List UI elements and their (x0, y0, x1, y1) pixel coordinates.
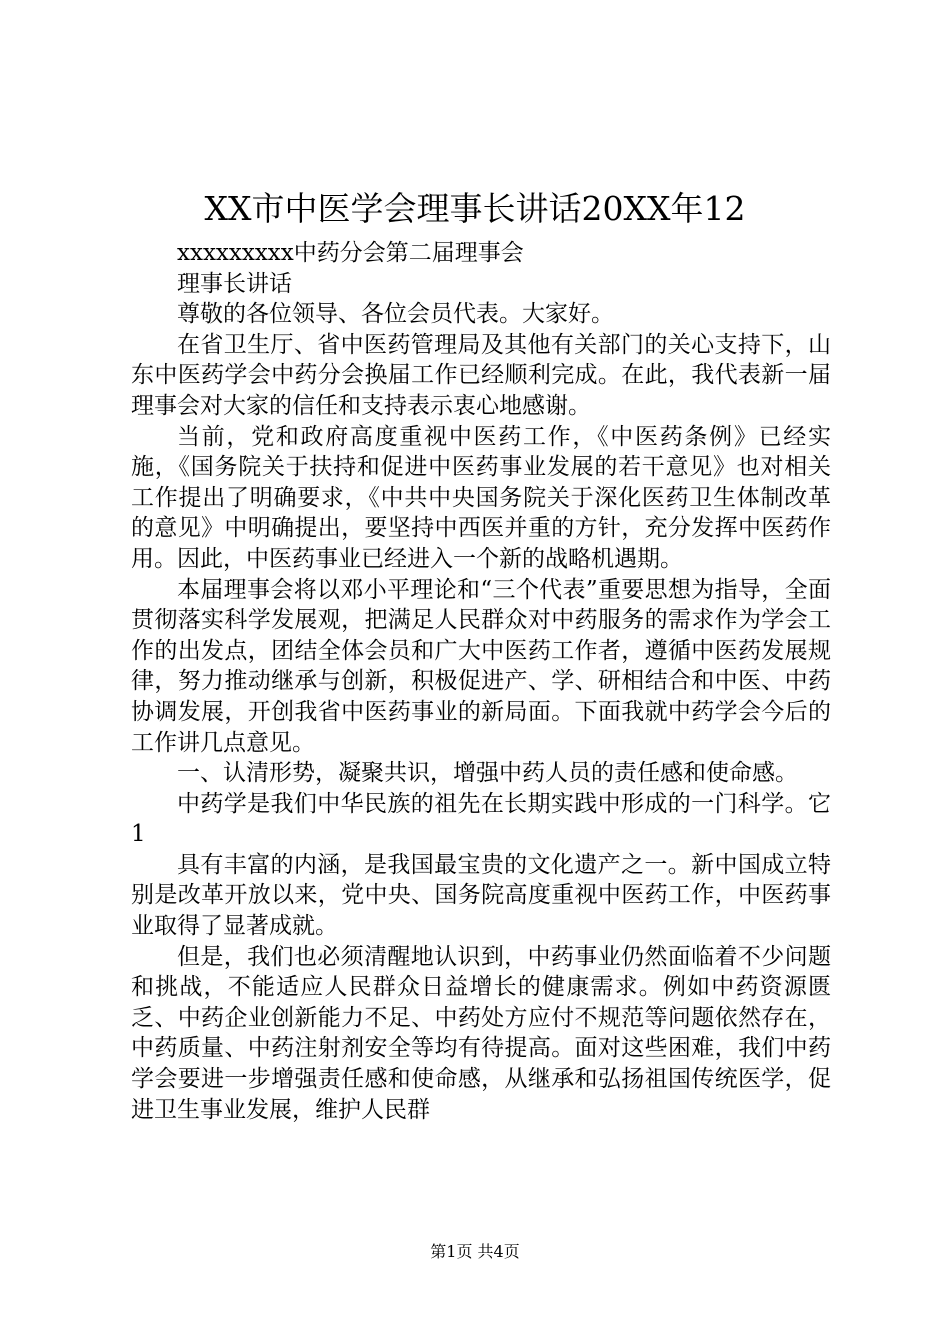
paragraph-challenges: 但是，我们也必须清醒地认识到，中药事业仍然面临着不少问题和挑战，不能适应人民群众日益增长的健康需求。例如中药资源匮乏、中药企业创新能力不足、中药处方应付不规范等问题依然存在，中药质量、中药注射剂安全等均有待提高。面对这些困难，我们中药学会要进一步增强责任感和使命感，从继承和弘扬祖国传统医学，促进卫生事业发展，维护人民群 (131, 943, 831, 1123)
paragraph-greeting: 尊敬的各位领导、各位会员代表。大家好。 (177, 301, 614, 328)
document-title: XX市中医学会理事长讲话20XX年12 (204, 189, 746, 228)
paragraph-council-goals: 本届理事会将以邓小平理论和“三个代表”重要思想为指导，全面贯彻落实科学发展观，把满足人民群众对中药服务的需求作为学会工作的出发点，团结全体会员和广大中医药工作者，遵循中医药发展规律，努力推动继承与创新，积极促进产、学、研相结合和中医、中药协调发展，开创我省中医药事业的新局面。下面我就中药学会今后的工作讲几点意见。 (131, 576, 831, 756)
paragraph-section-one-heading: 一、认清形势，凝聚共识，增强中药人员的责任感和使命感。 (177, 760, 798, 787)
document-body (131, 238, 831, 1125)
paragraph-branch-name: xxxxxxxxx中药分会第二届理事会 (177, 240, 524, 266)
paragraph-tcm-science: 中药学是我们中华民族的祖先在长期实践中形成的一门科学。它1 (131, 790, 831, 848)
page-number-footer: 第1页 共4页 (430, 1242, 520, 1261)
paragraph-achievements: 具有丰富的内涵，是我国最宝贵的文化遗产之一。新中国成立特别是改革开放以来，党中央、国务院高度重视中医药工作，中医药事业取得了显著成就。 (131, 851, 831, 940)
paragraph-thanks: 在省卫生厅、省中医药管理局及其他有关部门的关心支持下，山东中医药学会中药分会换届工作已经顺利完成。在此，我代表新一届理事会对大家的信任和支持表示衷心地感谢。 (131, 331, 831, 419)
paragraph-policy-context: 当前，党和政府高度重视中医药工作，《中医药条例》已经实施，《国务院关于扶持和促进中医药事业发展的若干意见》也对相关工作提出了明确要求，《中共中央国务院关于深化医药卫生体制改革的意见》中明确提出，要坚持中西医并重的方针，充分发挥中医药作用。因此，中医药事业已经进入一个新的战略机遇期。 (131, 423, 831, 572)
paragraph-speech-heading: 理事长讲话 (177, 270, 292, 297)
